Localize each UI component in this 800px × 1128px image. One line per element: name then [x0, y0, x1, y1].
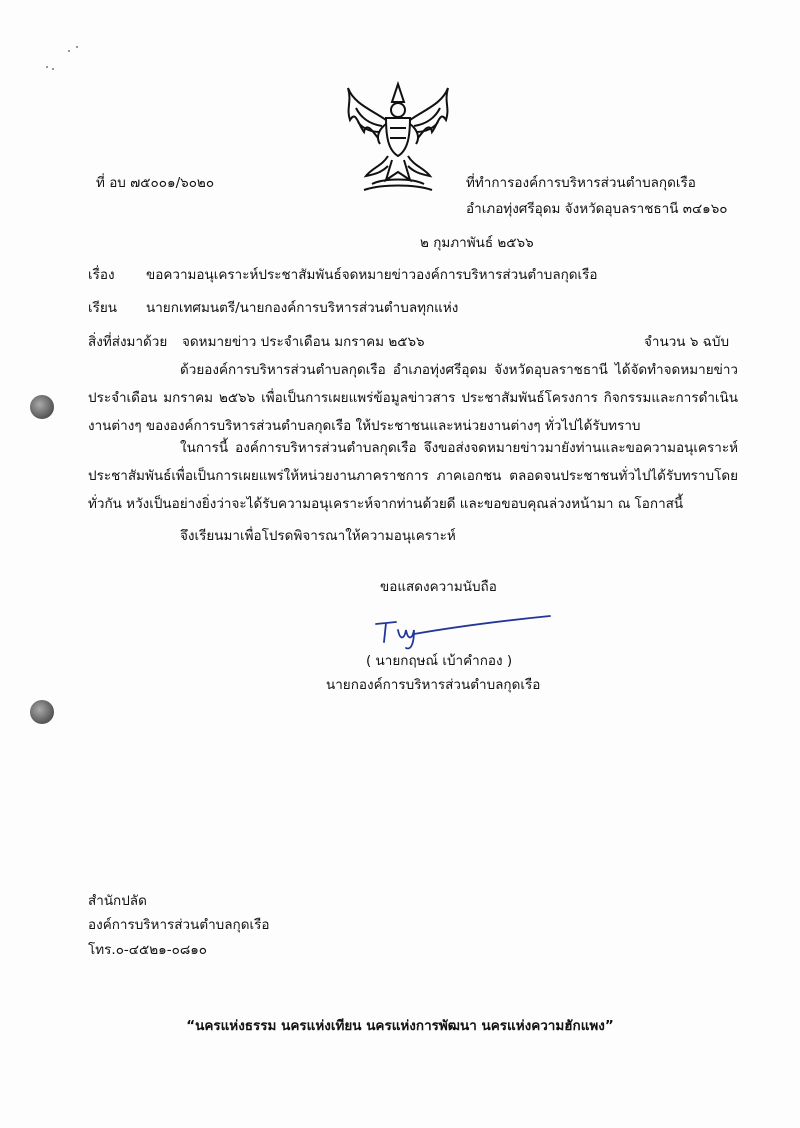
signer-title: นายกองค์การบริหารส่วนตำบลกุดเรือ	[326, 677, 541, 693]
enclosure-text: จดหมายข่าว ประจำเดือน มกราคม ๒๕๖๖	[182, 334, 425, 350]
office-address-line1: ที่ทำการองค์การบริหารส่วนตำบลกุดเรือ	[466, 175, 696, 191]
footer-motto: “นครแห่งธรรม นครแห่งเทียน นครแห่งการพัฒนา นครแห่งความฮักแพง”	[186, 1018, 614, 1034]
signer-name: ( นายกฤษณ์ เบ้าคำกอง )	[366, 653, 513, 669]
body-paragraph-3: จึงเรียนมาเพื่อโปรดพิจารณาให้ความอนุเคราะห์	[180, 528, 456, 544]
office-address-line2: อำเภอทุ่งศรีอุดม จังหวัดอุบลราชธานี ๓๔๑๖๐	[466, 201, 728, 217]
footer-department: สำนักปลัด	[88, 893, 147, 909]
enclosure-label: สิ่งที่ส่งมาด้วย	[88, 334, 168, 350]
scan-speck	[76, 46, 78, 48]
closing-regards: ขอแสดงความนับถือ	[380, 579, 497, 595]
recipient-label: เรียน	[88, 300, 118, 316]
garuda-emblem	[342, 80, 454, 195]
punch-hole	[30, 700, 54, 724]
punch-hole	[30, 395, 54, 419]
subject-text: ขอความอนุเคราะห์ประชาสัมพันธ์จดหมายข่าวองค์การบริหารส่วนตำบลกุดเรือ	[146, 267, 598, 283]
body-paragraph-2	[88, 434, 738, 518]
body-paragraph-2-text: ในการนี้ องค์การบริหารส่วนตำบลกุดเรือ จึงขอส่งจดหมายข่าวมายังท่านและขอความอนุเคราะห์ประชาสัมพันธ์เพื่อเป็นการเผยแพร่ให้หน่วยงานภาคราชการ ภาคเอกชน ตลอดจนประชาชนทั่วไปได้รับทราบโดยทั่วกัน หวังเป็นอย่างยิ่งว่าจะได้รับความอนุเคราะห์จากท่านด้วยดี และขอขอบคุณล่วงหน้ามา ณ โอกาสนี้	[88, 440, 738, 512]
scan-speck	[46, 66, 48, 68]
enclosure-count: จำนวน ๖ ฉบับ	[644, 334, 730, 350]
subject-label: เรื่อง	[88, 267, 115, 283]
document-number: ที่ อบ ๗๕๐๐๑/๖๐๒๐	[96, 175, 215, 191]
scan-speck	[68, 50, 70, 52]
scan-speck	[52, 68, 54, 70]
document-date: ๒ กุมภาพันธ์ ๒๕๖๖	[420, 235, 534, 251]
signature	[370, 612, 560, 652]
body-paragraph-1-text: ด้วยองค์การบริหารส่วนตำบลกุดเรือ อำเภอทุ่งศรีอุดม จังหวัดอุบลราชธานี ได้จัดทำจดหมายข่าว ประจำเดือน มกราคม ๒๕๖๖ เพื่อเป็นการเผยแพร่ข้อมูลข่าวสาร ประชาสัมพันธ์โครงการ กิจกรรมและการดำเนินงานต่างๆ ขององค์การบริหารส่วนตำบลกุดเรือ ให้ประชาชนและหน่วยงานต่างๆ ทั่วไปได้รับทราบ	[88, 362, 738, 434]
footer-phone: โทร.๐-๔๕๒๑-๐๘๑๐	[88, 942, 208, 958]
footer-organization: องค์การบริหารส่วนตำบลกุดเรือ	[88, 917, 270, 933]
recipient-text: นายกเทศมนตรี/นายกองค์การบริหารส่วนตำบลทุกแห่ง	[146, 300, 459, 316]
body-paragraph-1	[88, 356, 738, 440]
